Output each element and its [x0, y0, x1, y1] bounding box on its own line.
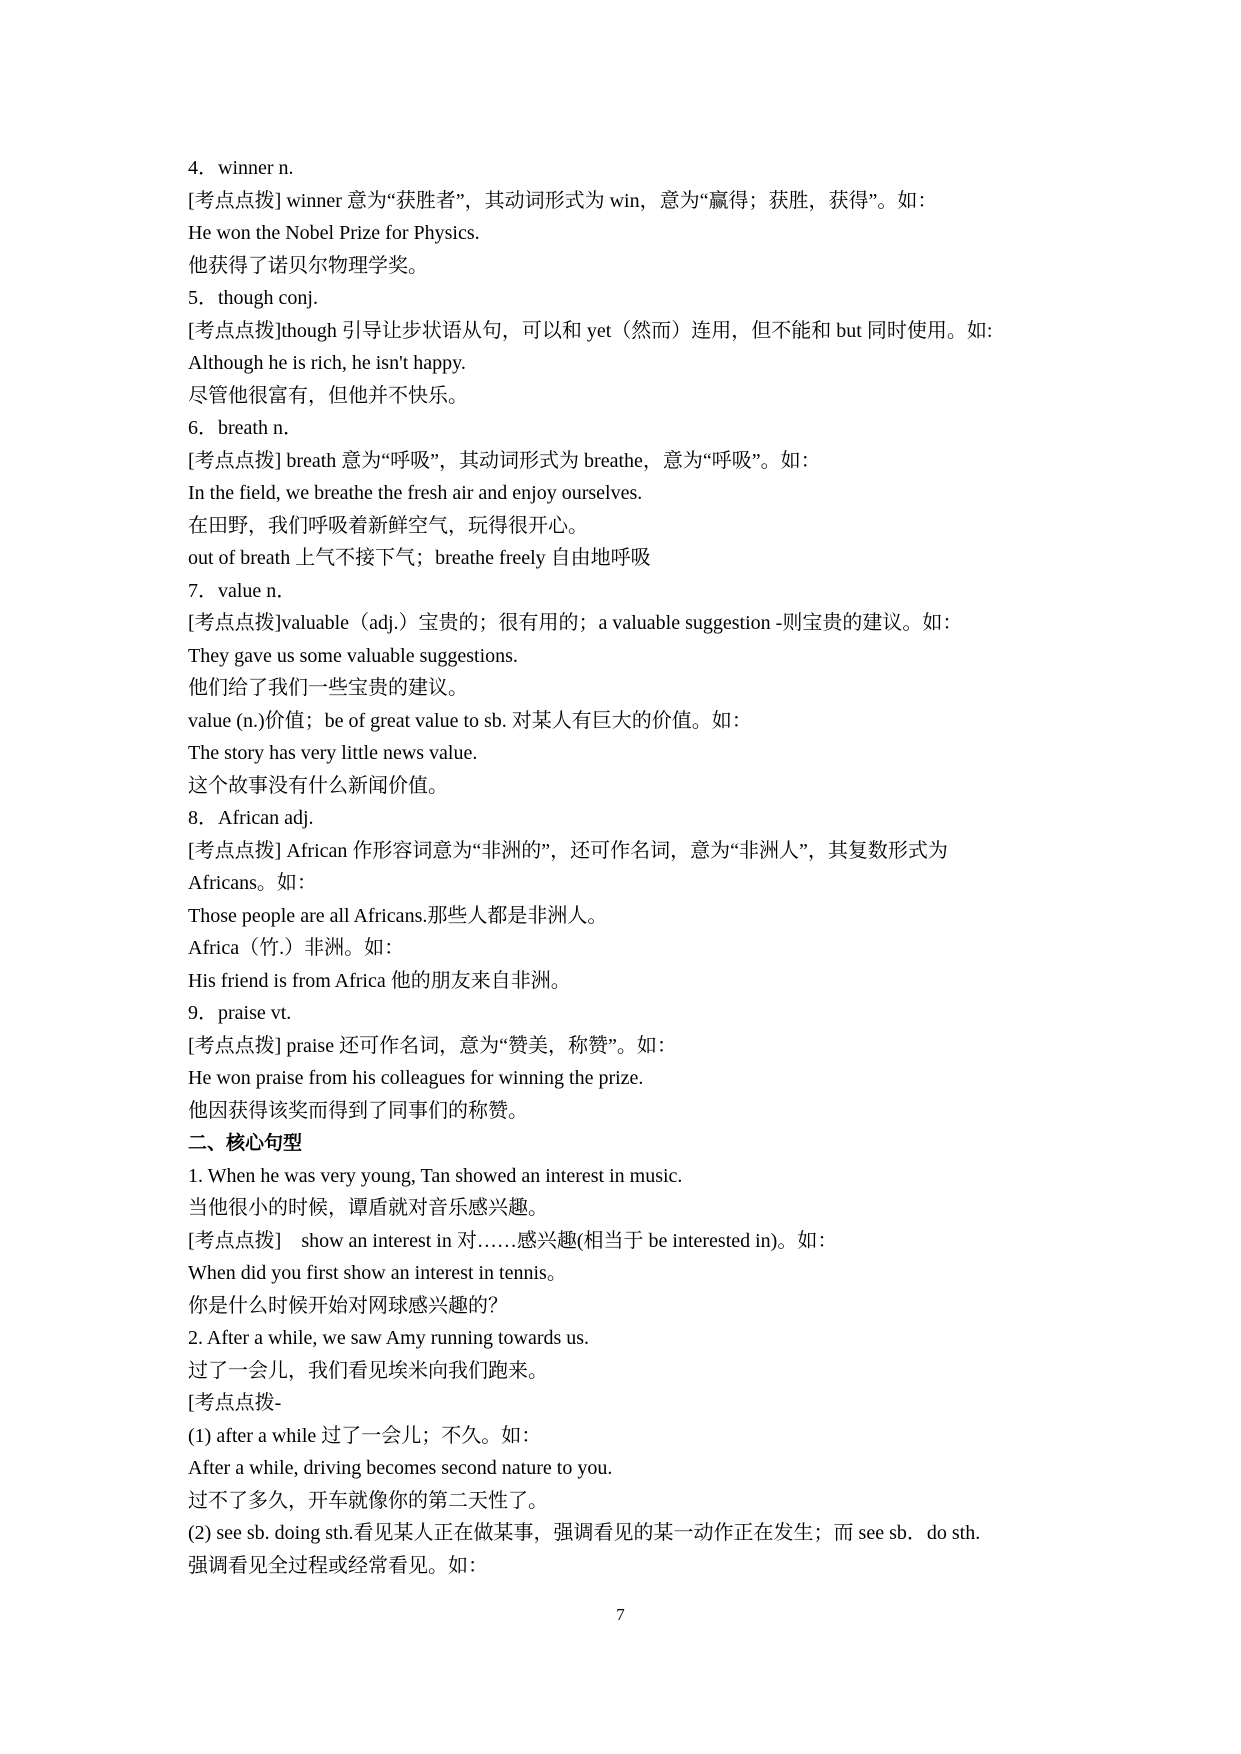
tip-text: [考点点拨] show an interest in 对……感兴趣(相当于 be interested in)。如： — [188, 1229, 838, 1252]
phrase-note: value (n.)价值；be of great value to sb. 对某人有巨大的价值。如： — [188, 709, 752, 732]
item-heading-winner: 4．winner n. — [188, 157, 294, 179]
tip-text: [考点点拨] African 作形容词意为“非洲的”，还可作名词，意为“非洲人”，其复数形式为 — [188, 839, 948, 862]
phrase-note: out of breath 上气不接下气；breathe freely 自由地呼吸 — [188, 547, 651, 569]
sentence-pattern-1: 1. When he was very young, Tan showed an interest in music. — [188, 1164, 683, 1187]
page-body — [188, 152, 1078, 1582]
example-chinese: 他因获得该奖而得到了同事们的称赞。 — [188, 1099, 528, 1122]
example-chinese: 过不了多久，开车就像你的第二天性了。 — [188, 1489, 548, 1512]
example-english: Although he is rich, he isn't happy. — [188, 352, 466, 374]
tip-text: [考点点拨] praise 还可作名词，意为“赞美，称赞”。如： — [188, 1034, 677, 1057]
sentence-pattern-2: 2. After a while, we saw Amy running towards us. — [188, 1327, 590, 1349]
example-english: In the field, we breathe the fresh air and enjoy ourselves. — [188, 482, 643, 504]
example-chinese: 在田野，我们呼吸着新鲜空气，玩得很开心。 — [188, 514, 588, 537]
tip-text: [考点点拨]though 引导让步状语从句，可以和 yet（然而）连用，但不能和 but 同时使用。如: — [188, 319, 993, 342]
item-heading-african: 8．African adj. — [188, 807, 314, 829]
example-chinese: 过了一会儿，我们看见埃米向我们跑来。 — [188, 1359, 548, 1382]
example-english: He won praise from his colleagues for winning the prize. — [188, 1067, 644, 1089]
tip-label: [考点点拨- — [188, 1392, 282, 1414]
example-chinese: 你是什么时候开始对网球感兴趣的？ — [188, 1294, 508, 1317]
tip-point-1: (1) after a while 过了一会儿；不久。如： — [188, 1424, 542, 1447]
tip-text: [考点点拨]valuable（adj.）宝贵的；很有用的；a valuable suggestion -则宝贵的建议。如： — [188, 612, 963, 634]
item-heading-value: 7．value n． — [188, 579, 297, 602]
example-chinese: 当他很小的时候，谭盾就对音乐感兴趣。 — [188, 1197, 548, 1219]
example-english: When did you first show an interest in tennis。 — [188, 1262, 567, 1284]
section-heading-core-sentences: 二、核心句型 — [188, 1132, 303, 1154]
tip-point-2: (2) see sb. doing sth.看见某人正在做某事，强调看见的某一动作正在发生；而 see sb．do sth. — [188, 1522, 981, 1544]
example-english: They gave us some valuable suggestions. — [188, 644, 518, 667]
item-heading-breath: 6．breath n． — [188, 417, 303, 439]
example-chinese: 他获得了诺贝尔物理学奖。 — [188, 254, 428, 277]
example-english: The story has very little news value. — [188, 742, 478, 764]
example-bilingual: His friend is from Africa 他的朋友来自非洲。 — [188, 969, 571, 992]
item-heading-praise: 9．praise vt. — [188, 1002, 292, 1024]
tip-text: [考点点拨] winner 意为“获胜者”，其动词形式为 win，意为“赢得；获胜，获得”。如： — [188, 189, 938, 212]
item-heading-though: 5．though conj. — [188, 287, 318, 309]
tip-text-continued: Africans。如： — [188, 872, 317, 894]
example-chinese: 这个故事没有什么新闻价值。 — [188, 774, 448, 797]
example-english: He won the Nobel Prize for Physics. — [188, 222, 480, 244]
page-number: 7 — [616, 1605, 625, 1624]
example-english: After a while, driving becomes second nature to you. — [188, 1457, 613, 1479]
phrase-note: Africa（竹.）非洲。如： — [188, 937, 405, 959]
tip-text: [考点点拨] breath 意为“呼吸”，其动词形式为 breathe，意为“呼吸”。如： — [188, 449, 821, 472]
example-chinese: 尽管他很富有，但他并不快乐。 — [188, 384, 468, 407]
tip-point-2-continued: 强调看见全过程或经常看见。如： — [188, 1554, 488, 1577]
example-bilingual: Those people are all Africans.那些人都是非洲人。 — [188, 904, 608, 927]
example-chinese: 他们给了我们一些宝贵的建议。 — [188, 677, 468, 699]
